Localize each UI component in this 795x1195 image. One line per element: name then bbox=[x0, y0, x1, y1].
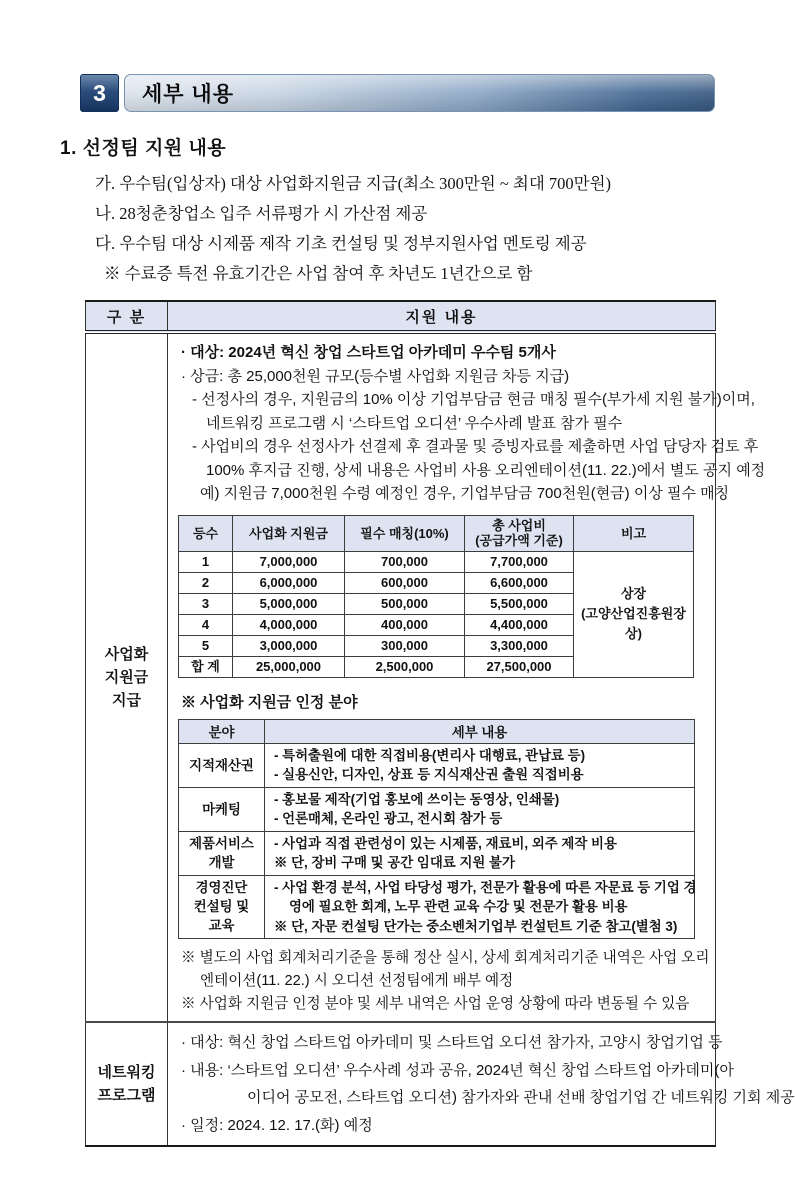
intro-item: 가. 우수팀(입상자) 대상 사업화지원금 지급(최소 300만원 ~ 최대 700만원) bbox=[95, 174, 612, 193]
grade-header-matching: 필수 매칭(10%) bbox=[345, 515, 465, 551]
grant-condition-line: 네트워킹 프로그램 시 ‘스타트업 오디션’ 우수사례 발표 참가 필수 bbox=[206, 414, 623, 432]
intro-item: 다. 우수팀 대상 시제품 제작 기초 컨설팅 및 정부지원사업 멘토링 제공 bbox=[95, 234, 587, 253]
recognition-table bbox=[178, 719, 695, 940]
grade-cell: 7,700,000 bbox=[465, 551, 574, 572]
note-line: ※ 사업화 지원금 인정 분야 및 세부 내역은 사업 운영 상황에 따라 변동될 수 있음 bbox=[181, 996, 690, 1012]
recognition-category: 경영진단 컨설팅 및 교육 bbox=[179, 875, 265, 939]
support-row-grant bbox=[86, 332, 716, 1022]
grant-target-line: · 대상: 2024년 혁신 창업 스타트업 아카데미 우수팀 5개사 bbox=[181, 344, 556, 361]
grade-cell: 500,000 bbox=[345, 593, 465, 614]
grant-condition-line: - 선정사의 경우, 지원금의 10% 이상 기업부담금 현금 매칭 필수(부가세 지원 불가)이며, bbox=[192, 391, 755, 408]
grade-cell: 4 bbox=[179, 614, 233, 635]
section-number-badge: 3 bbox=[80, 74, 119, 112]
grant-prize-line: · 상금: 총 25,000천원 규모(등수별 사업화 지원금 차등 지급) bbox=[181, 367, 570, 385]
support-row-networking bbox=[86, 1022, 716, 1146]
grade-cell: 6,000,000 bbox=[233, 572, 345, 593]
grade-cell: 5,000,000 bbox=[233, 593, 345, 614]
grade-cell: 5 bbox=[179, 635, 233, 656]
section-banner bbox=[80, 74, 715, 112]
recognition-category: 제품서비스 개발 bbox=[179, 831, 265, 875]
grade-cell: 5,500,000 bbox=[465, 593, 574, 614]
grade-cell: 3 bbox=[179, 593, 233, 614]
grant-condition-line: - 사업비의 경우 선정사가 선결제 후 결과물 및 증빙자료를 제출하면 사업 담당자 검토 후 bbox=[192, 438, 759, 455]
recognition-row bbox=[179, 787, 695, 831]
grade-remark-cell: 상장 (고양산업진흥원장상) bbox=[574, 551, 694, 677]
document-page bbox=[0, 74, 793, 1195]
recognition-detail: - 홍보물 제작(기업 홍보에 쓰이는 동영상, 인쇄물) - 언론매체, 온라인 광고, 전시회 참가 등 bbox=[265, 787, 695, 831]
grant-example-line: 예) 지원금 7,000천원 수령 예정인 경우, 기업부담금 700천원(현금) 이상 필수 매칭 bbox=[200, 485, 730, 502]
networking-content-cell bbox=[168, 1022, 795, 1146]
recognition-detail: - 사업과 직접 관련성이 있는 시제품, 재료비, 외주 제작 비용 ※ 단, 장비 구매 및 공간 임대료 지원 불가 bbox=[265, 831, 695, 875]
recognition-row bbox=[179, 875, 695, 939]
grade-header-total: 총 사업비 (공급가액 기준) bbox=[465, 515, 574, 551]
grade-cell: 2,500,000 bbox=[345, 656, 465, 677]
grant-condition-line: 100% 후지급 진행, 상세 내용은 사업비 사용 오리엔테이션(11. 22.)에서 별도 공지 예정 bbox=[206, 461, 766, 479]
grade-cell: 700,000 bbox=[345, 551, 465, 572]
recognition-category: 지적재산권 bbox=[179, 743, 265, 787]
grade-table bbox=[178, 515, 694, 678]
intro-item: 나. 28청춘창업소 입주 서류평가 시 가산점 제공 bbox=[95, 204, 428, 223]
networking-line: · 일정: 2024. 12. 17.(화) 예정 bbox=[181, 1116, 373, 1134]
networking-line: · 내용: ‘스타트업 오디션’ 우수사례 성과 공유, 2024년 혁신 창업 스타트업 아카데미(아 bbox=[181, 1061, 734, 1079]
grade-cell: 27,500,000 bbox=[465, 656, 574, 677]
recognition-row bbox=[179, 743, 695, 787]
recognition-category: 마케팅 bbox=[179, 787, 265, 831]
grade-cell: 300,000 bbox=[345, 635, 465, 656]
recognition-detail: - 특허출원에 대한 직접비용(변리사 대행료, 관납료 등) - 실용신안, 디자인, 상표 등 지식재산권 출원 직접비용 bbox=[265, 743, 695, 787]
grade-header-grant: 사업화 지원금 bbox=[233, 515, 345, 551]
grant-content-cell bbox=[168, 332, 766, 1022]
recognition-notes bbox=[181, 947, 710, 1016]
note-line: ※ 별도의 사업 회계처리기준을 통해 정산 실시, 상세 회계처리기준 내역은 사업 오리 bbox=[181, 950, 710, 966]
recognition-header-detail: 세부 내용 bbox=[265, 719, 695, 743]
grade-header-remark: 비고 bbox=[574, 515, 694, 551]
section-title: 세부 내용 bbox=[142, 83, 234, 106]
recognition-row bbox=[179, 831, 695, 875]
networking-line: · 대상: 혁신 창업 스타트업 아카데미 및 스타트업 오디션 참가자, 고양시 창업기업 등 bbox=[181, 1034, 723, 1051]
recognition-title: ※ 사업화 지원금 인정 분야 bbox=[181, 693, 358, 711]
grade-cell: 1 bbox=[179, 551, 233, 572]
grade-cell: 25,000,000 bbox=[233, 656, 345, 677]
intro-note: ※ 수료증 특전 유효기간은 사업 참여 후 차년도 1년간으로 함 bbox=[104, 264, 533, 283]
grade-row bbox=[179, 551, 694, 572]
grade-cell: 2 bbox=[179, 572, 233, 593]
grade-cell: 합 계 bbox=[179, 656, 233, 677]
grade-cell: 7,000,000 bbox=[233, 551, 345, 572]
header-category: 구 분 bbox=[86, 301, 168, 332]
grade-cell: 4,400,000 bbox=[465, 614, 574, 635]
grade-header-rank: 등수 bbox=[179, 515, 233, 551]
grade-cell: 400,000 bbox=[345, 614, 465, 635]
recognition-header-category: 분야 bbox=[179, 719, 265, 743]
row-label-networking: 네트워킹 프로그램 bbox=[86, 1022, 168, 1146]
networking-line: 이디어 공모전, 스타트업 오디션) 참가자와 관내 선배 창업기업 간 네트워킹 기회 제공 bbox=[247, 1089, 795, 1106]
grade-cell: 3,000,000 bbox=[233, 635, 345, 656]
grade-cell: 3,300,000 bbox=[465, 635, 574, 656]
support-table bbox=[85, 300, 795, 1147]
page-heading: 1. 선정팀 지원 내용 bbox=[60, 138, 227, 159]
row-label-grant: 사업화 지원금 지급 bbox=[86, 332, 168, 1022]
grade-cell: 600,000 bbox=[345, 572, 465, 593]
grade-header-row bbox=[179, 515, 694, 551]
header-content: 지원 내용 bbox=[168, 301, 716, 332]
recognition-header-row bbox=[179, 719, 695, 743]
grade-cell: 4,000,000 bbox=[233, 614, 345, 635]
support-table-header-row bbox=[86, 301, 716, 332]
note-line: 엔테이션(11. 22.) 시 오디션 선정팀에게 배부 예정 bbox=[200, 973, 514, 989]
recognition-detail: - 사업 환경 분석, 사업 타당성 평가, 전문가 활용에 따른 자문료 등 기업 경 영에 필요한 회계, 노무 관련 교육 수강 및 전문가 활용 비용 ※ 단, 자문 컨설팅 단가는 중소벤처기업부 컨설턴트 기준 참고(별첨 3) bbox=[265, 875, 695, 939]
grade-cell: 6,600,000 bbox=[465, 572, 574, 593]
intro-list bbox=[95, 169, 793, 289]
section-title-bar bbox=[124, 74, 715, 112]
